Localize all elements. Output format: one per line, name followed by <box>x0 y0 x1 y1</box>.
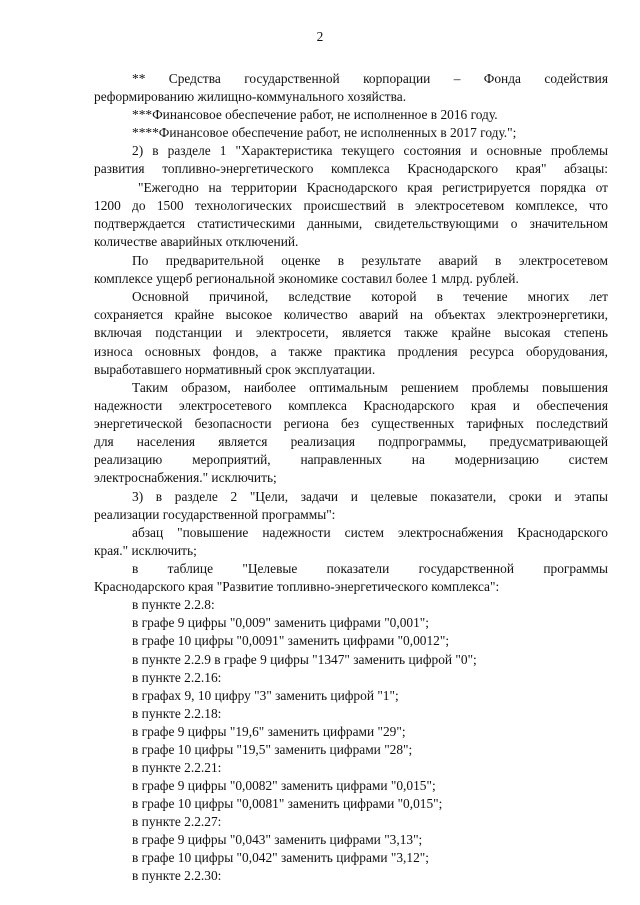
text-line: в графе 10 цифры "19,5" заменить цифрами "28"; <box>132 742 413 757</box>
text-line: комплексе ущерб региональной экономике составил более 1 млрд. рублей. <box>94 271 519 286</box>
text-line: в графах 9, 10 цифру "3" заменить цифрой "1"; <box>132 688 399 703</box>
text-line: в пункте 2.2.27: <box>132 814 222 829</box>
text-line: для населения является реализация подпрограммы, предусматривающей <box>94 434 608 449</box>
text-line: реформированию жилищно-коммунального хозяйства. <box>94 89 407 104</box>
text-line: ****Финансовое обеспечение работ, не исполненных в 2017 году."; <box>132 125 517 140</box>
text-line: в пункте 2.2.9 в графе 9 цифры "1347" заменить цифрой "0"; <box>132 652 477 667</box>
text-line: реализации государственной программы": <box>94 507 336 522</box>
text-line: в графе 10 цифры "0,0091" заменить цифрами "0,0012"; <box>132 633 450 648</box>
text-line: Таким образом, наиболее оптимальным решением проблемы повышения <box>132 380 608 395</box>
text-line: ***Финансовое обеспечение работ, не исполненное в 2016 году. <box>132 107 498 122</box>
text-line: электроснабжения." исключить; <box>94 470 277 485</box>
text-line: развития топливно-энергетического комплекса Краснодарского края" абзацы: <box>94 161 608 176</box>
text-line: Краснодарского края "Развитие топливно-энергетического комплекса": <box>94 579 500 594</box>
text-line: надежности электросетевого комплекса Краснодарского края и обеспечения <box>94 398 608 413</box>
text-line: края." исключить; <box>94 543 197 558</box>
text-line: абзац "повышение надежности систем электроснабжения Краснодарского <box>132 525 608 540</box>
text-line: включая подстанции и электросети, является также крайне высокая степень <box>94 325 608 340</box>
text-line: "Ежегодно на территории Краснодарского края регистрируется порядка от <box>138 180 608 195</box>
text-line: 3) в разделе 2 "Цели, задачи и целевые показатели, сроки и этапы <box>132 489 608 504</box>
text-line: По предварительной оценке в результате аварий в электросетевом <box>132 253 608 268</box>
text-line: 2) в разделе 1 "Характеристика текущего состояния и основные проблемы <box>132 143 608 158</box>
text-line: в графе 9 цифры "0,0082" заменить цифрами "0,015"; <box>132 778 436 793</box>
text-line: в пункте 2.2.18: <box>132 706 222 721</box>
page-number: 2 <box>316 29 324 44</box>
text-line: Основной причиной, вследствие которой в течение многих лет <box>132 289 608 304</box>
text-line: в графе 9 цифры "19,6" заменить цифрами "29"; <box>132 724 406 739</box>
text-line: сохраняется крайне высокое количество аварий на объектах электроэнергетики, <box>94 307 608 322</box>
text-line: подтверждается статистическими данными, свидетельствующими о значительном <box>94 216 608 231</box>
text-line: в графе 10 цифры "0,042" заменить цифрами "3,12"; <box>132 850 429 865</box>
text-line: в пункте 2.2.30: <box>132 868 222 883</box>
text-line: износа основных фондов, а также практика продления ресурса оборудования, <box>94 344 608 359</box>
text-line: в таблице "Целевые показатели государственной программы <box>132 561 608 576</box>
text-line: в пункте 2.2.16: <box>132 670 222 685</box>
text-line: в пункте 2.2.8: <box>132 597 215 612</box>
text-line: 1200 до 1500 технологических происшествий в электросетевом комплексе, что <box>94 198 608 213</box>
text-line: в графе 10 цифры "0,0081" заменить цифрами "0,015"; <box>132 796 443 811</box>
text-line: количестве аварийных отключений. <box>94 234 299 249</box>
text-line: в графе 9 цифры "0,009" заменить цифрами "0,001"; <box>132 615 429 630</box>
text-line: реализацию мероприятий, направленных на модернизацию систем <box>94 452 608 467</box>
text-line: в пункте 2.2.21: <box>132 760 222 775</box>
text-line: ** Средства государственной корпорации – Фонда содействия <box>132 71 608 86</box>
text-line: выработавшего нормативный срок эксплуатации. <box>94 362 376 377</box>
text-line: в графе 9 цифры "0,043" заменить цифрами "3,13"; <box>132 832 423 847</box>
text-line: энергетической безопасности региона без существенных тарифных последствий <box>94 416 608 431</box>
